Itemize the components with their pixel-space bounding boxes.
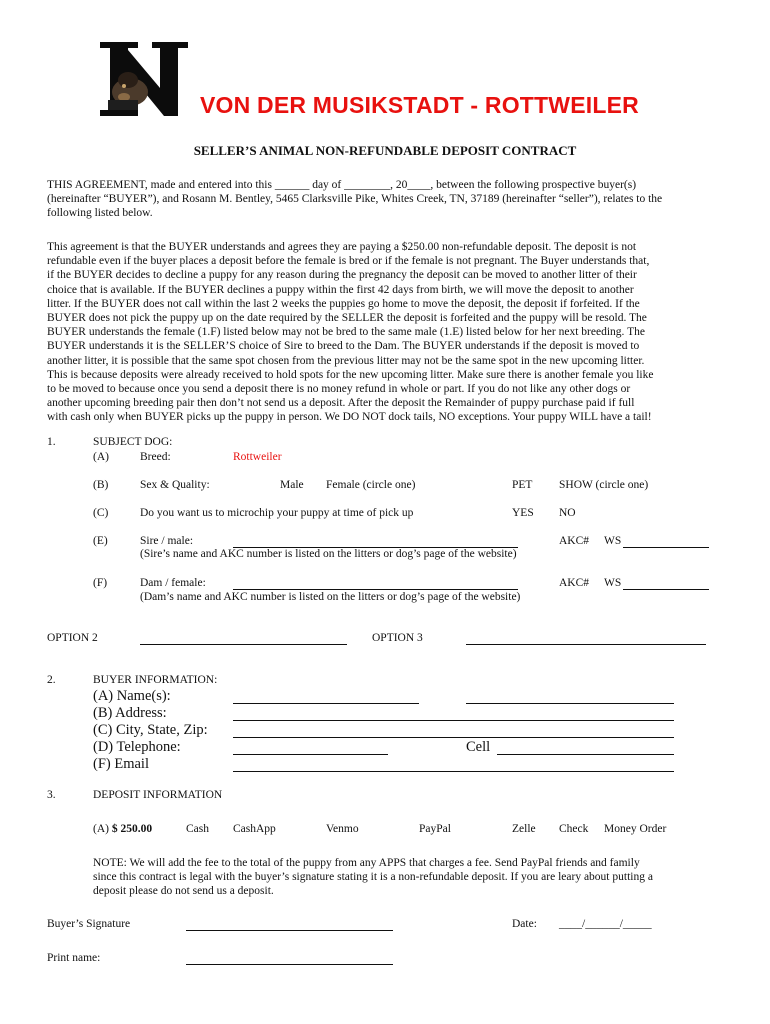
option-3-field[interactable] [466, 644, 706, 645]
buyer-city-field[interactable] [233, 737, 674, 738]
terms-line: choice that is available. If the BUYER declines a puppy within the first 42 days from birth, we will move the deposit to another [47, 283, 634, 296]
buyer-address-field[interactable] [233, 720, 674, 721]
contract-title: SELLER’S ANIMAL NON-REFUNDABLE DEPOSIT CONTRACT [193, 143, 577, 158]
fee-note [93, 856, 743, 899]
sire-ws-label: WS [604, 535, 622, 547]
sire-ws-field[interactable] [623, 547, 709, 548]
item-letter: (F) [93, 577, 108, 589]
terms-line: BUYER understands it is the SELLER’S choice of Sire to breed to the Dam. The BUYER understands if the deposit is moved to [47, 340, 640, 353]
buyer-cell-field[interactable] [497, 754, 674, 755]
print-name-field[interactable] [186, 964, 393, 965]
note-line: deposit please do not send us a deposit. [93, 885, 274, 898]
item-letter: (E) [93, 535, 108, 547]
breed-value: Rottweiler [233, 451, 282, 463]
option-2-label: OPTION 2 [47, 632, 98, 644]
print-name-label: Print name: [47, 952, 101, 964]
sire-label: Sire / male: [140, 535, 194, 547]
payment-method-money-order[interactable]: Money Order [604, 823, 667, 835]
payment-method-venmo[interactable]: Venmo [326, 823, 359, 835]
dam-label: Dam / female: [140, 577, 206, 589]
buyer-phone-label: (D) Telephone: [93, 739, 181, 755]
microchip-no[interactable]: NO [559, 507, 576, 519]
note-line: NOTE: We will add the fee to the total of the puppy from any APPS that charges a fee. Send PayPal friends and family [93, 857, 640, 869]
microchip-yes[interactable]: YES [512, 507, 534, 519]
option-2-field[interactable] [140, 644, 347, 645]
male-option[interactable]: Male [280, 479, 304, 491]
buyer-city-label: (C) City, State, Zip: [93, 722, 208, 738]
dam-ws-label: WS [604, 577, 622, 589]
kennel-logo [98, 40, 190, 118]
section-number: 3. [47, 789, 56, 801]
buyer-address-label: (B) Address: [93, 705, 167, 721]
terms-line: another litter, it is possible that the same spot chosen from the previous litter may not be the same spot in the new upcoming litter. [47, 354, 645, 367]
date-label: Date: [512, 918, 537, 930]
option-3-label: OPTION 3 [372, 632, 423, 644]
note-line: since this contract is legal with the buyer’s signature stating it is a non-refundable deposit. If you are leary about putting a [93, 871, 653, 884]
female-option[interactable]: Female (circle one) [326, 479, 416, 491]
dam-field[interactable] [233, 589, 518, 590]
buyer-phone-field[interactable] [233, 754, 388, 755]
pet-option[interactable]: PET [512, 479, 533, 491]
terms-line: with cash only when BUYER picks up the puppy in person. We DO NOT dock tails, NO exceptions. Your puppy WILL have a tail! [47, 411, 652, 424]
section-heading: SUBJECT DOG: [93, 436, 173, 448]
terms-line: refundable even if the buyer places a deposit before the female is bred or if the female is not pregnant. The Buyer understands that, [47, 255, 650, 268]
item-letter: (A) [93, 451, 109, 463]
agreement-line: THIS AGREEMENT, made and entered into this ______ day of ________, 20____, between the following prospective buyer(s) [47, 179, 637, 191]
date-field[interactable]: ____/______/_____ [559, 918, 652, 930]
terms-line: another upcoming breeding pair then don’t not send us a deposit. After the deposit the Remainder of puppy purchase paid if full [47, 397, 635, 410]
show-option[interactable]: SHOW (circle one) [559, 479, 649, 491]
kennel-name: VON DER MUSIKSTADT - ROTTWEILER [200, 92, 639, 118]
terms-line: to be moved to because once you send a deposit there is no money refund in whole or part. If you do not like any other dogs or [47, 383, 631, 396]
dam-akc-label: AKC# [559, 577, 590, 589]
item-letter: (B) [93, 479, 109, 491]
terms-line: This agreement is that the BUYER understands and agrees they are paying a $250.00 non-refundable deposit. The deposit is not [47, 241, 637, 253]
payment-method-paypal[interactable]: PayPal [419, 823, 451, 835]
buyer-signature-label: Buyer’s Signature [47, 918, 131, 930]
agreement-line: (hereinafter “BUYER”), and Rosann M. Bentley, 5465 Clarksville Pike, Whites Creek, TN, 37189 (hereinafter “seller”), relates to the [47, 193, 663, 206]
section-heading: BUYER INFORMATION: [93, 674, 218, 686]
terms-paragraph [47, 240, 747, 425]
buyer-signature-field[interactable] [186, 930, 393, 931]
payment-method-cash[interactable]: Cash [186, 823, 209, 835]
buyer-email-field[interactable] [233, 771, 674, 772]
deposit-amount [93, 823, 152, 835]
section-heading: DEPOSIT INFORMATION [93, 789, 223, 801]
terms-line: if the BUYER decides to decline a puppy for any reason during the pregnancy the deposit can be moved to another litter of their [47, 269, 637, 282]
agreement-line: following listed below. [47, 207, 153, 220]
deposit-amount-value: $ 250.00 [111, 823, 153, 835]
payment-method-cashapp[interactable]: CashApp [233, 823, 276, 835]
deposit-amount-prefix: (A) [93, 823, 109, 835]
payment-method-zelle[interactable]: Zelle [512, 823, 536, 835]
terms-line: litter. If the BUYER does not call within the last 2 weeks the puppies go home to move the deposit, the deposit if forfeited. If the [47, 297, 640, 310]
section-number: 2. [47, 674, 56, 686]
buyer-name-label: (A) Name(s): [93, 688, 171, 704]
item-letter: (C) [93, 507, 109, 519]
terms-line: BUYER understands the female (1.F) listed below may not be bred to the same male (1.E) listed below for her next breeding. The [47, 326, 645, 339]
terms-line: BUYER does not pick the puppy up on the date required by the SELLER the deposit is forfeited and the puppy will be resold. The [47, 312, 647, 325]
buyer-cell-label: Cell [466, 739, 491, 755]
agreement-paragraph [47, 178, 747, 221]
section-number: 1. [47, 436, 56, 448]
breed-label: Breed: [140, 451, 171, 463]
payment-method-check[interactable]: Check [559, 823, 589, 835]
microchip-question: Do you want us to microchip your puppy at time of pick up [140, 507, 414, 519]
sire-akc-label: AKC# [559, 535, 590, 547]
dam-note: (Dam’s name and AKC number is listed on the litters or dog’s page of the website) [140, 591, 521, 603]
dam-ws-field[interactable] [623, 589, 709, 590]
sex-quality-label: Sex & Quality: [140, 479, 210, 491]
buyer-email-label: (F) Email [93, 756, 149, 772]
terms-line: This is because deposits were already received to hold spots for the new upcoming litter. Make sure there is another female you like [47, 368, 654, 381]
buyer-name-2-field[interactable] [466, 703, 674, 704]
sire-note: (Sire’s name and AKC number is listed on the litters or dog’s page of the website) [140, 548, 517, 560]
buyer-name-field[interactable] [233, 703, 419, 704]
